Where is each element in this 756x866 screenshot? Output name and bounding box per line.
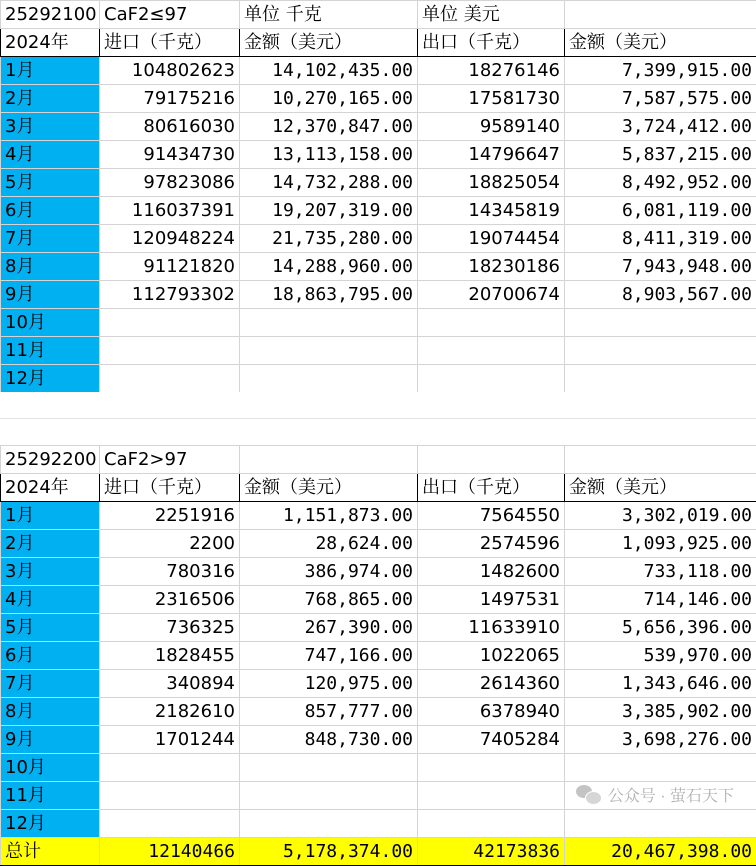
- import-usd-cell[interactable]: 13,113,158.00: [240, 141, 418, 169]
- export-usd-cell[interactable]: [565, 365, 756, 393]
- blank-rows: [0, 392, 756, 445]
- import-usd-cell[interactable]: 386,974.00: [240, 558, 418, 586]
- import-kg-cell[interactable]: 120948224: [100, 225, 240, 253]
- watermark-text: 公众号 · 萤石天下: [608, 783, 734, 806]
- export-usd-cell[interactable]: 5,837,215.00: [565, 141, 756, 169]
- table-row: [1, 698, 756, 726]
- export-usd-cell[interactable]: 733,118.00: [565, 558, 756, 586]
- export-kg-cell[interactable]: 9589140: [418, 113, 565, 141]
- table-row: [1, 530, 756, 558]
- month-cell[interactable]: 1月: [1, 57, 100, 85]
- month-cell[interactable]: 6月: [1, 642, 100, 670]
- import-kg-cell[interactable]: 2251916: [100, 502, 240, 530]
- month-cell[interactable]: 5月: [1, 614, 100, 642]
- month-cell[interactable]: 5月: [1, 169, 100, 197]
- import-kg-cell[interactable]: 116037391: [100, 197, 240, 225]
- hs-code[interactable]: 25292100: [1, 1, 100, 29]
- import-kg-cell[interactable]: [100, 782, 240, 810]
- export-kg-cell[interactable]: 1022065: [418, 642, 565, 670]
- table-row: [1, 642, 756, 670]
- import-usd-cell[interactable]: 14,102,435.00: [240, 57, 418, 85]
- month-cell[interactable]: 10月: [1, 754, 100, 782]
- header-row: [1, 474, 756, 502]
- export-usd-cell[interactable]: 6,081,119.00: [565, 197, 756, 225]
- export-usd-cell[interactable]: [565, 810, 756, 838]
- product-name[interactable]: CaF2>97: [100, 446, 240, 474]
- month-cell[interactable]: 3月: [1, 113, 100, 141]
- empty-cell[interactable]: [565, 446, 756, 474]
- month-cell[interactable]: 1月: [1, 502, 100, 530]
- month-cell[interactable]: 7月: [1, 225, 100, 253]
- export-kg-cell[interactable]: 18276146: [418, 57, 565, 85]
- export-kg-cell[interactable]: 14345819: [418, 197, 565, 225]
- month-cell[interactable]: 3月: [1, 558, 100, 586]
- total-import-usd[interactable]: 5,178,374.00: [240, 838, 418, 866]
- import-usd-cell[interactable]: 10,270,165.00: [240, 85, 418, 113]
- export-usd-cell[interactable]: 8,903,567.00: [565, 281, 756, 309]
- table-row: [1, 141, 756, 169]
- header-export-usd[interactable]: 金额（美元）: [565, 29, 756, 57]
- month-cell[interactable]: 12月: [1, 810, 100, 838]
- month-cell[interactable]: 6月: [1, 197, 100, 225]
- export-usd-cell[interactable]: 7,399,915.00: [565, 57, 756, 85]
- export-kg-cell[interactable]: [418, 782, 565, 810]
- import-kg-cell[interactable]: [100, 365, 240, 393]
- month-cell[interactable]: 4月: [1, 586, 100, 614]
- empty-cell[interactable]: [240, 446, 418, 474]
- export-usd-cell[interactable]: 3,385,902.00: [565, 698, 756, 726]
- export-kg-cell[interactable]: 18825054: [418, 169, 565, 197]
- table-row: [1, 225, 756, 253]
- import-usd-cell[interactable]: 14,288,960.00: [240, 253, 418, 281]
- import-usd-cell[interactable]: 14,732,288.00: [240, 169, 418, 197]
- export-kg-cell[interactable]: 17581730: [418, 85, 565, 113]
- import-usd-cell[interactable]: 747,166.00: [240, 642, 418, 670]
- header-export-kg[interactable]: 出口（千克）: [418, 29, 565, 57]
- hs-code[interactable]: 25292200: [1, 446, 100, 474]
- import-usd-cell[interactable]: 21,735,280.00: [240, 225, 418, 253]
- header-export-usd[interactable]: 金额（美元）: [565, 474, 756, 502]
- table-row: [1, 558, 756, 586]
- empty-cell[interactable]: [565, 1, 756, 29]
- export-kg-cell[interactable]: [418, 337, 565, 365]
- export-usd-cell[interactable]: 1,343,646.00: [565, 670, 756, 698]
- import-kg-cell[interactable]: [100, 754, 240, 782]
- title-row: [1, 446, 756, 474]
- table-row: [1, 85, 756, 113]
- total-label[interactable]: 总计: [1, 838, 100, 866]
- total-export-usd[interactable]: 20,467,398.00: [565, 838, 756, 866]
- total-import-kg[interactable]: 12140466: [100, 838, 240, 866]
- export-usd-cell[interactable]: [565, 754, 756, 782]
- import-usd-cell[interactable]: 267,390.00: [240, 614, 418, 642]
- import-usd-cell[interactable]: [240, 754, 418, 782]
- export-kg-cell[interactable]: 14796647: [418, 141, 565, 169]
- import-kg-cell[interactable]: 340894: [100, 670, 240, 698]
- export-usd-cell[interactable]: 3,302,019.00: [565, 502, 756, 530]
- import-usd-cell[interactable]: [240, 782, 418, 810]
- table-row: [1, 309, 756, 337]
- table-row: [1, 169, 756, 197]
- table-row: [1, 670, 756, 698]
- import-usd-cell[interactable]: 768,865.00: [240, 586, 418, 614]
- header-import-usd[interactable]: 金额（美元）: [240, 29, 418, 57]
- import-kg-cell[interactable]: 80616030: [100, 113, 240, 141]
- table-row: [1, 281, 756, 309]
- export-kg-cell[interactable]: 1497531: [418, 586, 565, 614]
- import-kg-cell[interactable]: 91121820: [100, 253, 240, 281]
- export-usd-cell[interactable]: [565, 337, 756, 365]
- export-kg-cell[interactable]: [418, 309, 565, 337]
- import-usd-cell[interactable]: [240, 365, 418, 393]
- month-cell[interactable]: 9月: [1, 726, 100, 754]
- table-caf2-le-97: [0, 0, 756, 421]
- month-cell[interactable]: 7月: [1, 670, 100, 698]
- export-kg-cell[interactable]: [418, 810, 565, 838]
- watermark: [576, 783, 734, 806]
- import-usd-cell[interactable]: 1,151,873.00: [240, 502, 418, 530]
- month-cell[interactable]: 11月: [1, 337, 100, 365]
- export-usd-cell[interactable]: 3,698,276.00: [565, 726, 756, 754]
- import-usd-cell[interactable]: 19,207,319.00: [240, 197, 418, 225]
- import-usd-cell[interactable]: 848,730.00: [240, 726, 418, 754]
- import-kg-cell[interactable]: [100, 810, 240, 838]
- header-import-usd[interactable]: 金额（美元）: [240, 474, 418, 502]
- table-row: [1, 810, 756, 838]
- import-usd-cell[interactable]: [240, 337, 418, 365]
- month-cell[interactable]: 10月: [1, 309, 100, 337]
- table-row: [1, 586, 756, 614]
- import-usd-cell[interactable]: [240, 810, 418, 838]
- header-row: [1, 29, 756, 57]
- header-year[interactable]: 2024年: [1, 29, 100, 57]
- export-kg-cell[interactable]: 2574596: [418, 530, 565, 558]
- export-kg-cell[interactable]: 20700674: [418, 281, 565, 309]
- import-kg-cell[interactable]: 780316: [100, 558, 240, 586]
- month-cell[interactable]: 8月: [1, 698, 100, 726]
- table-row: [1, 726, 756, 754]
- export-usd-cell[interactable]: [565, 309, 756, 337]
- export-kg-cell[interactable]: 7564550: [418, 502, 565, 530]
- export-usd-cell[interactable]: 539,970.00: [565, 642, 756, 670]
- table-row: [1, 754, 756, 782]
- import-kg-cell[interactable]: 2200: [100, 530, 240, 558]
- export-kg-cell[interactable]: 11633910: [418, 614, 565, 642]
- export-kg-cell[interactable]: [418, 365, 565, 393]
- total-export-kg[interactable]: 42173836: [418, 838, 565, 866]
- import-usd-cell[interactable]: 28,624.00: [240, 530, 418, 558]
- table-row: [1, 337, 756, 365]
- unit-currency-label[interactable]: 单位 美元: [418, 1, 565, 29]
- import-usd-cell[interactable]: 857,777.00: [240, 698, 418, 726]
- export-kg-cell[interactable]: 19074454: [418, 225, 565, 253]
- export-usd-cell[interactable]: 7,587,575.00: [565, 85, 756, 113]
- export-usd-cell[interactable]: 1,093,925.00: [565, 530, 756, 558]
- header-import-kg[interactable]: 进口（千克）: [100, 474, 240, 502]
- month-cell[interactable]: 8月: [1, 253, 100, 281]
- month-cell[interactable]: 2月: [1, 530, 100, 558]
- table-row: [1, 197, 756, 225]
- export-kg-cell[interactable]: 7405284: [418, 726, 565, 754]
- import-usd-cell[interactable]: 120,975.00: [240, 670, 418, 698]
- export-kg-cell[interactable]: 1482600: [418, 558, 565, 586]
- table-row: [1, 614, 756, 642]
- empty-cell[interactable]: [418, 446, 565, 474]
- header-import-kg[interactable]: 进口（千克）: [100, 29, 240, 57]
- import-kg-cell[interactable]: [100, 337, 240, 365]
- table-row: [1, 113, 756, 141]
- title-row: [1, 1, 756, 29]
- month-cell[interactable]: 12月: [1, 365, 100, 393]
- import-kg-cell[interactable]: 112793302: [100, 281, 240, 309]
- import-kg-cell[interactable]: 736325: [100, 614, 240, 642]
- export-usd-cell[interactable]: 7,943,948.00: [565, 253, 756, 281]
- month-cell[interactable]: 9月: [1, 281, 100, 309]
- import-kg-cell[interactable]: 1701244: [100, 726, 240, 754]
- month-cell[interactable]: 4月: [1, 141, 100, 169]
- import-kg-cell[interactable]: 79175216: [100, 85, 240, 113]
- export-kg-cell[interactable]: 2614360: [418, 670, 565, 698]
- export-usd-cell[interactable]: 8,411,319.00: [565, 225, 756, 253]
- month-cell[interactable]: 11月: [1, 782, 100, 810]
- unit-weight-label[interactable]: 单位 千克: [240, 1, 418, 29]
- export-usd-cell[interactable]: 5,656,396.00: [565, 614, 756, 642]
- import-kg-cell[interactable]: [100, 309, 240, 337]
- export-usd-cell[interactable]: 8,492,952.00: [565, 169, 756, 197]
- export-kg-cell[interactable]: 6378940: [418, 698, 565, 726]
- import-usd-cell[interactable]: 12,370,847.00: [240, 113, 418, 141]
- table-row: [1, 365, 756, 393]
- total-row: [1, 838, 756, 866]
- import-kg-cell[interactable]: 91434730: [100, 141, 240, 169]
- import-kg-cell[interactable]: 2316506: [100, 586, 240, 614]
- import-usd-cell[interactable]: [240, 309, 418, 337]
- export-kg-cell[interactable]: 18230186: [418, 253, 565, 281]
- product-name[interactable]: CaF2≤97: [100, 1, 240, 29]
- header-export-kg[interactable]: 出口（千克）: [418, 474, 565, 502]
- table-row: [1, 253, 756, 281]
- import-kg-cell[interactable]: 2182610: [100, 698, 240, 726]
- table-row: [1, 502, 756, 530]
- header-year[interactable]: 2024年: [1, 474, 100, 502]
- month-cell[interactable]: 2月: [1, 85, 100, 113]
- wechat-icon: [576, 785, 602, 805]
- export-kg-cell[interactable]: [418, 754, 565, 782]
- export-usd-cell[interactable]: 3,724,412.00: [565, 113, 756, 141]
- export-usd-cell[interactable]: 714,146.00: [565, 586, 756, 614]
- import-usd-cell[interactable]: 18,863,795.00: [240, 281, 418, 309]
- import-kg-cell[interactable]: 97823086: [100, 169, 240, 197]
- import-kg-cell[interactable]: 1828455: [100, 642, 240, 670]
- table-row: [1, 57, 756, 85]
- import-kg-cell[interactable]: 104802623: [100, 57, 240, 85]
